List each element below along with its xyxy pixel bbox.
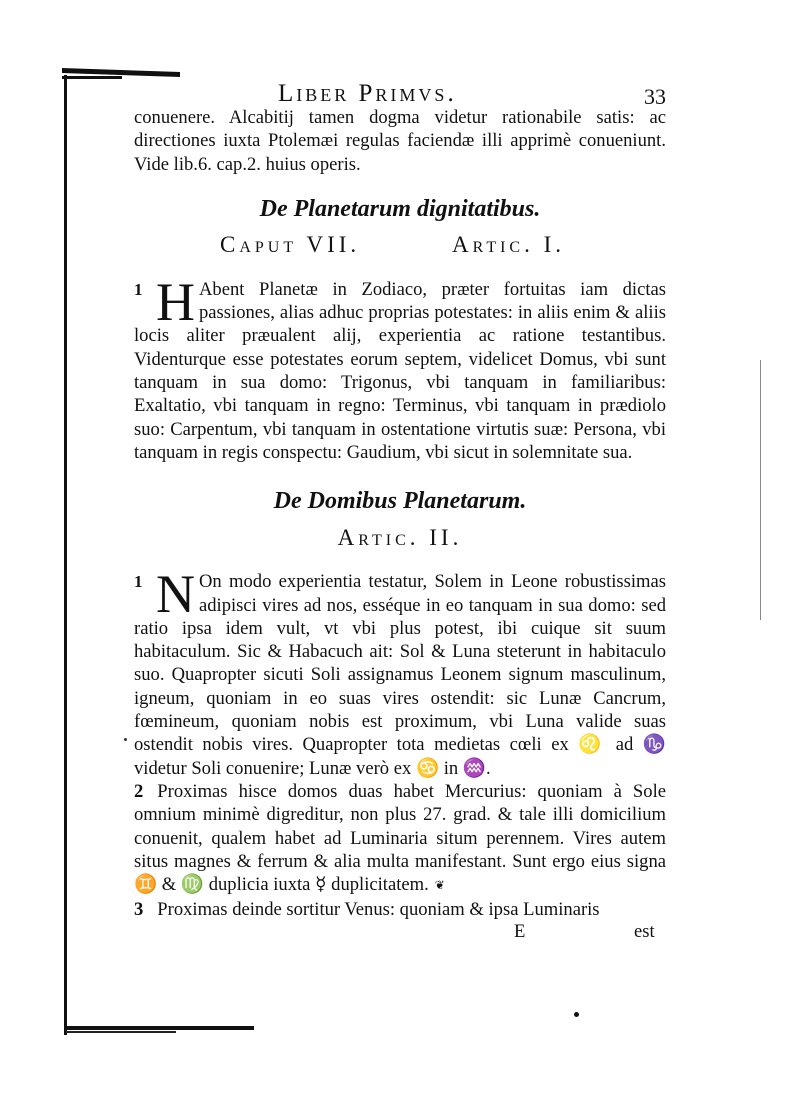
paragraph-text: On modo experientia testatur, Solem in Leone robustissimas adipisci vires ad nos, esséque in eo tanquam in sua domo: sed ratio ipsa idem vult, vt vbi plus potest, ibi cuique sit suum habitaculum. Sic & Habacuch ait: Sol & Luna steterunt in habitaculo suo. Quapropter sicuti Soli assignamus Leonem signum masculinum, igneum, quoniam in eo suas vires ostendit: sic Lunæ Cancrum, fœmineum, quoniam nobis est proximum, vbi Luna valide suas ostendit nobis vires. Quapropter tota medietas cœli ex ♌ ad ♑ videtur Soli conuenire; Lunæ verò ex ♋ in ♒. — [134, 571, 666, 779]
paragraph-number: 1 — [134, 572, 143, 592]
paragraph-number: 2 — [134, 780, 144, 802]
paragraph-domibus-3 — [134, 898, 666, 921]
running-head: Liber Primvs. — [278, 80, 457, 107]
paragraph-domibus-1 — [134, 564, 666, 780]
section-title-dignitatibus: De Planetarum dignitatibus. — [259, 195, 541, 222]
page-footer — [134, 921, 666, 945]
catchword: est — [634, 920, 655, 942]
chapter-heading — [134, 232, 666, 260]
fleuron-icon: ❦ — [434, 878, 445, 893]
page-edge-left — [64, 75, 67, 1035]
paragraph-text: Proximas deinde sortitur Venus: quoniam & ipsa Luminaris — [157, 898, 600, 920]
paragraph-domibus-2 — [134, 780, 666, 898]
page-edge-bottom — [64, 1026, 254, 1030]
article-label: Artic. I. — [452, 231, 566, 257]
ink-speck — [574, 1012, 579, 1017]
page-edge-bottom-inner — [66, 1031, 176, 1033]
paragraph-dignitatibus — [134, 271, 666, 464]
page-number: 33 — [644, 84, 666, 109]
drop-cap: N — [156, 564, 195, 625]
section-title-domibus: De Domibus Planetarum. — [273, 488, 527, 515]
page-edge-top-inner — [62, 76, 122, 79]
paragraph-text: Proximas hisce domos duas habet Mercurius: quoniam à Sole omnium minimè digreditur, non plus 27. grad. & tale illi domicilium conuenit, qualem habet ad Luminaria situm perennem. Vires autem situs magnes & ferrum & alia multa manifestant. Sunt ergo eius signa ♊ & ♍ duplicia iuxta ☿ duplicitatem. — [134, 780, 666, 896]
paragraph-number: 3 — [134, 898, 144, 920]
page-body — [134, 106, 666, 945]
intro-paragraph: conuenere. Alcabitij tamen dogma videtur rationabile satis: ac directiones iuxta Ptolemæi regulas faciendæ illi apprimè conueniunt. Vide lib.6. cap.2. huius operis. — [134, 107, 666, 175]
paragraph-text: Abent Planetæ in Zodiaco, præter fortuitas iam dictas passiones, alias adhuc proprias potestates: in aliis enim & aliis locis aliter præualent alij, experientia ac ratione testantibus. Videnturque esse potestates eorum septem, videlicet Domus, vbi sunt tanquam in sua domo: Trigonus, vbi tanquam in familiaribus: Exaltatio, vbi tanquam in regno: Terminus, vbi tanquam in prædiolo suo: Carpentum, vbi tanquam in ostentatione virtutis suæ: Persona, vbi tanquam in regis conspectu: Gaudium, vbi sicut in solemnitate sua. — [134, 278, 666, 463]
page-edge-right-shadow — [760, 360, 761, 620]
signature-mark: E — [514, 920, 526, 942]
drop-cap: H — [156, 271, 195, 332]
article-heading: Artic. II. — [337, 525, 463, 551]
ink-speck — [124, 738, 127, 741]
chapter-label: Caput VII. — [220, 231, 361, 257]
paragraph-number: 1 — [134, 279, 143, 299]
